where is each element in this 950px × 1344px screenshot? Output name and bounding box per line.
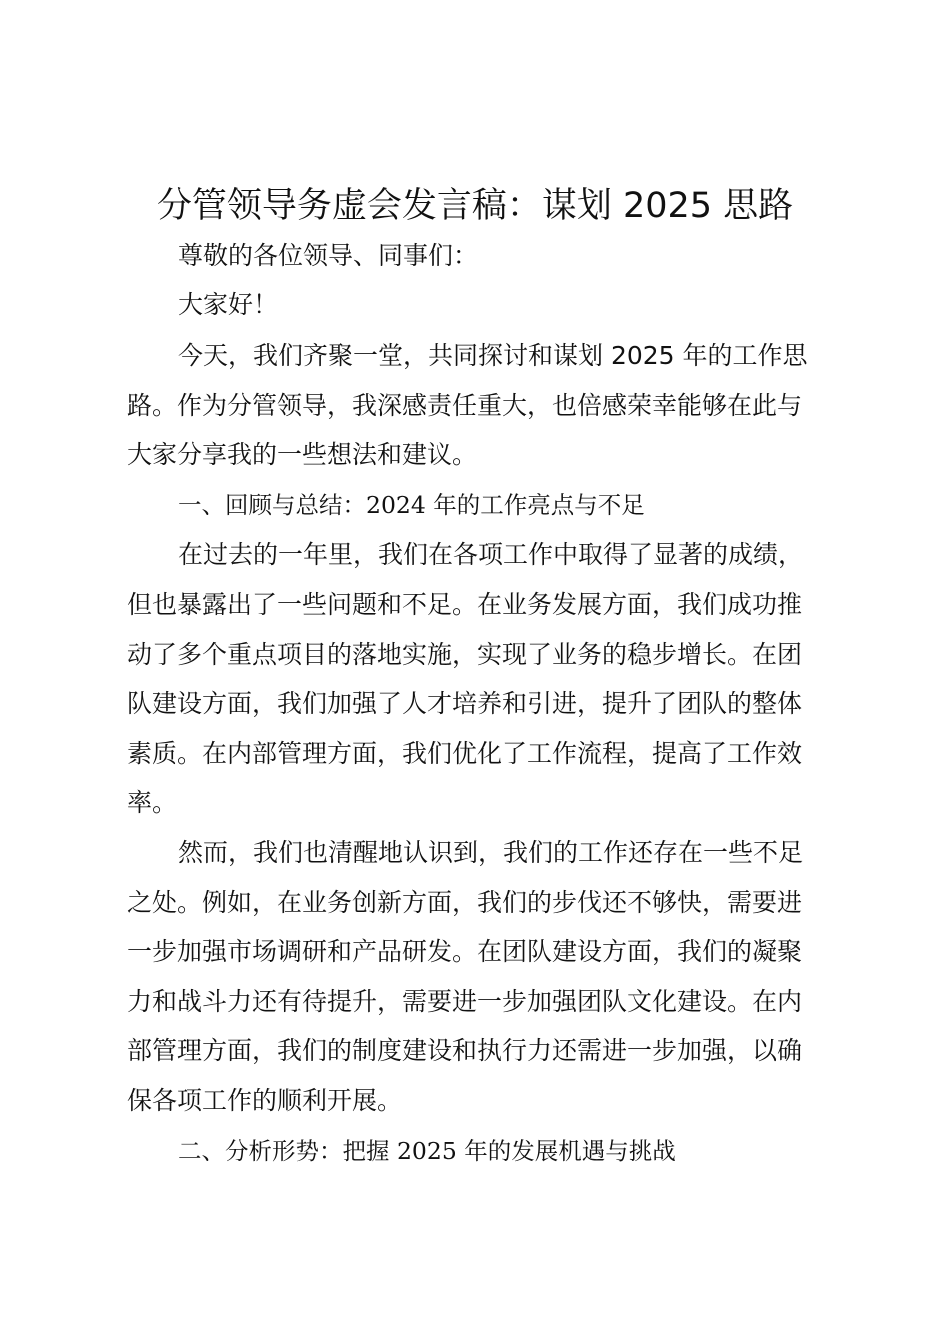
paragraph-line: 部管理方面，我们的制度建设和执行力还需进一步加强，以确 bbox=[127, 1036, 803, 1065]
section-heading-1: 一、回顾与总结：2024 年的工作亮点与不足 bbox=[178, 491, 645, 519]
greeting: 大家好！ bbox=[178, 290, 279, 319]
paragraph-line: 然而，我们也清醒地认识到，我们的工作还存在一些不足 bbox=[178, 838, 804, 867]
paragraph-line: 保各项工作的顺利开展。 bbox=[127, 1086, 403, 1115]
document-title: 分管领导务虚会发言稿：谋划 2025 思路 bbox=[156, 186, 794, 226]
paragraph-line: 之处。例如，在业务创新方面，我们的步伐还不够快，需要进 bbox=[127, 888, 803, 917]
paragraph-line: 素质。在内部管理方面，我们优化了工作流程，提高了工作效 bbox=[127, 739, 803, 768]
paragraph-line: 路。作为分管领导，我深感责任重大，也倍感荣幸能够在此与 bbox=[127, 391, 803, 420]
section-heading-2: 二、分析形势：把握 2025 年的发展机遇与挑战 bbox=[178, 1137, 676, 1165]
paragraph-line: 今天，我们齐聚一堂，共同探讨和谋划 2025 年的工作思 bbox=[178, 341, 808, 370]
paragraph-line: 一步加强市场调研和产品研发。在团队建设方面，我们的凝聚 bbox=[127, 937, 803, 966]
paragraph-line: 但也暴露出了一些问题和不足。在业务发展方面，我们成功推 bbox=[127, 590, 803, 619]
paragraph-line: 动了多个重点项目的落地实施，实现了业务的稳步增长。在团 bbox=[127, 640, 803, 669]
paragraph-line: 在过去的一年里，我们在各项工作中取得了显著的成绩， bbox=[178, 540, 804, 569]
paragraph-line: 队建设方面，我们加强了人才培养和引进，提升了团队的整体 bbox=[127, 689, 803, 718]
paragraph-line: 力和战斗力还有待提升，需要进一步加强团队文化建设。在内 bbox=[127, 987, 803, 1016]
paragraph-line: 率。 bbox=[127, 788, 178, 817]
salutation: 尊敬的各位领导、同事们： bbox=[178, 241, 479, 270]
paragraph-line: 大家分享我的一些想法和建议。 bbox=[127, 440, 478, 469]
